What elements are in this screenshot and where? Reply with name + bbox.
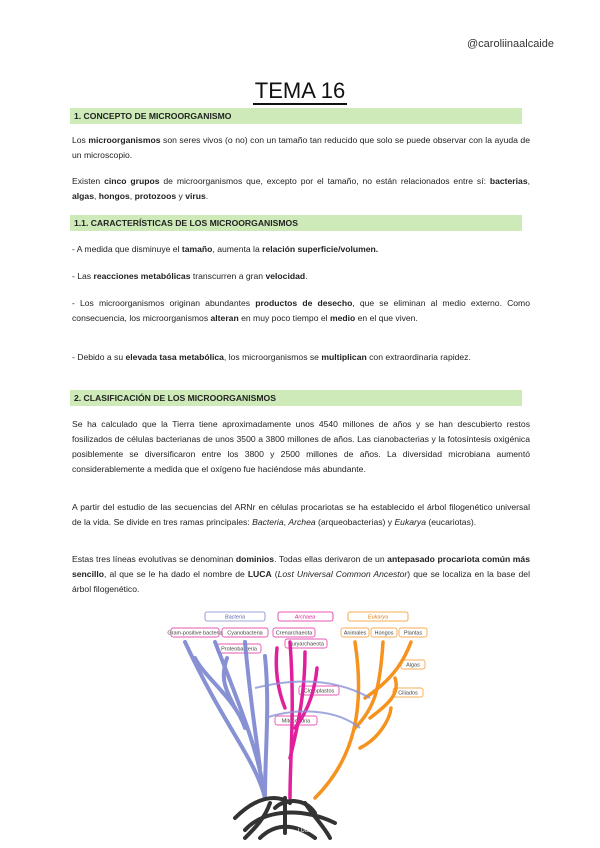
characteristic-metabolism: - Las reacciones metabólicas transcurren a gran velocidad.	[72, 271, 308, 281]
section-heading-1-1: 1.1. CARACTERÍSTICAS DE LOS MICROORGANISMOS	[70, 215, 522, 231]
svg-text:Ciliados: Ciliados	[398, 690, 418, 697]
svg-text:Algas: Algas	[406, 662, 420, 669]
phylogenetic-tree-diagram	[165, 608, 440, 843]
svg-text:Eukarya: Eukarya	[367, 614, 389, 621]
paragraph-phylogenetic-tree: A partir del estudio de las secuencias del ARNr en células procariotas se ha establecido el árbol filogenético universal de la vida. Se divide en tres ramas principales: Bacteria, Archea (arqueobacterias) y Eukarya (eucariotas).	[72, 502, 530, 527]
svg-text:Gram-positive bacteria: Gram-positive bacteria	[167, 630, 223, 637]
paragraph-groups: Existen cinco grupos de microorganismos que, excepto por el tamaño, no están relacionados entre sí: bacterias, algas, hongos, protozoos y virus.	[72, 176, 530, 201]
author-handle: @caroliinaalcaide	[467, 38, 554, 50]
svg-text:Proteobacteria: Proteobacteria	[221, 646, 257, 653]
svg-text:Euryarchaeota: Euryarchaeota	[288, 641, 324, 648]
page-title: TEMA 16	[254, 78, 346, 103]
paragraph-earth-history: Se ha calculado que la Tierra tiene aproximadamente unos 4540 millones de años y se han descubierto restos fosilizados de células bacterianas de unos 3500 a 3800 millones de años. Las cianobacterias y la fotosíntesis oxigénica posiblemente se diversificaron entre los 3800 y 2500 millones de años. La diversidad microbiana aumentó considerablemente a medida que el oxígeno fue haciéndose más abundante.	[72, 419, 530, 474]
characteristic-waste: - Los microorganismos originan abundantes productos de desecho, que se eliminan al medio externo. Como consecuencia, los microorganismos alteran en muy poco tiempo el medio en el que viven.	[72, 298, 530, 323]
svg-text:Plantas: Plantas	[403, 630, 423, 637]
characteristic-size: - A medida que disminuye el tamaño, aumenta la relación superficie/volumen.	[72, 244, 379, 254]
characteristic-multiplication: - Debido a su elevada tasa metabólica, los microorganismos se multiplican con extraordinaria rapidez.	[72, 352, 471, 362]
svg-text:Crenarchaeota: Crenarchaeota	[275, 630, 313, 637]
svg-text:Bacteria: Bacteria	[224, 614, 246, 621]
section-heading-2: 2. CLASIFICACIÓN DE LOS MICROORGANISMOS	[70, 390, 522, 406]
svg-text:Cyanobacteria: Cyanobacteria	[227, 630, 263, 637]
luca-label: LUCA	[297, 828, 313, 834]
paragraph-definition: Los microorganismos son seres vivos (o no) con un tamaño tan reducido que solo se puede observar con la ayuda de un microscopio.	[72, 135, 530, 160]
section-heading-1: 1. CONCEPTO DE MICROORGANISMO	[70, 108, 522, 124]
paragraph-luca: Estas tres líneas evolutivas se denominan dominios. Todas ellas derivaron de un antepasado procariota común más sencillo, al que se le ha dado el nombre de LUCA (Lost Universal Common Ancestor) que se localiza en la base del árbol filogenético.	[72, 554, 530, 594]
domain-label-bacteria	[205, 612, 265, 621]
svg-text:Mitocondria: Mitocondria	[281, 718, 311, 725]
domain-label-eukarya	[348, 612, 408, 621]
svg-text:Hongos: Hongos	[374, 630, 394, 637]
svg-text:Archaea: Archaea	[294, 614, 316, 621]
svg-text:Animales: Animales	[343, 630, 367, 637]
svg-text:Cloroplastos: Cloroplastos	[303, 688, 335, 695]
domain-label-archaea	[278, 612, 333, 621]
